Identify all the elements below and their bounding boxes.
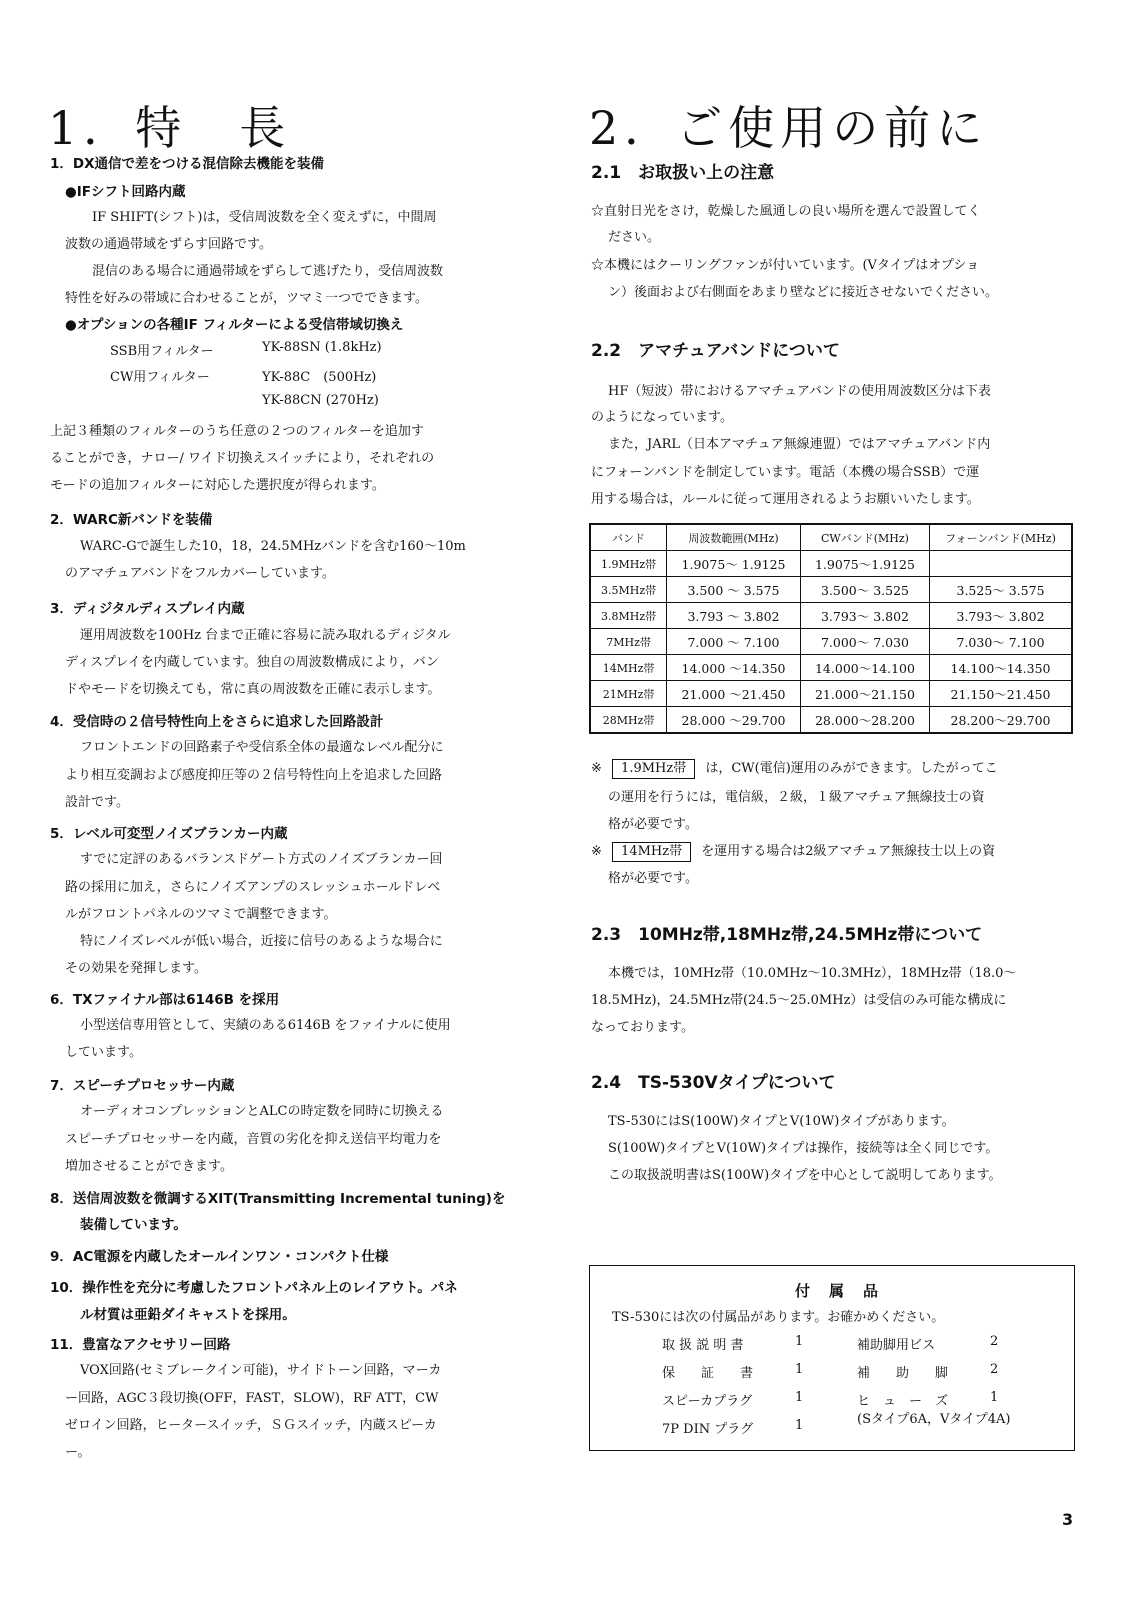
feature-2-text: のアマチュアバンドをフルカバーしています。 bbox=[65, 566, 336, 581]
note-band-box: 1.9MHz帯 bbox=[612, 759, 695, 779]
feature-5-text: 路の採用に加え，さらにノイズアンプのスレッシュホールドレベ bbox=[65, 880, 441, 895]
band-table-header: バンド bbox=[590, 524, 667, 551]
section-2-4-text: TS-530にはS(100W)タイプとV(10W)タイプがあります。 bbox=[608, 1114, 955, 1129]
accessories-intro: TS-530には次の付属品があります。お確かめください。 bbox=[612, 1310, 945, 1325]
filter-cw-value: YK-88C (500Hz) bbox=[262, 370, 377, 385]
cw-cell: 3.793～ 3.802 bbox=[800, 603, 929, 629]
section-2-4-text: S(100W)タイプとV(10W)タイプは操作，接続等は全く同じです。 bbox=[608, 1141, 999, 1156]
feature-11-heading: 11．豊富なアクセサリー回路 bbox=[50, 1337, 231, 1353]
note-text: は，CW(電信)運用のみができます。したがってこ bbox=[705, 761, 998, 776]
band-table-header-row bbox=[590, 524, 1072, 551]
phone-cell: 3.525～ 3.575 bbox=[930, 577, 1072, 603]
accessory-qty: 1 bbox=[795, 1334, 804, 1349]
feature-7-text: 増加させることができます。 bbox=[65, 1159, 233, 1174]
phone-cell: 28.200～29.700 bbox=[930, 707, 1072, 734]
section-2-3-text: なっております。 bbox=[591, 1020, 694, 1035]
cw-cell: 7.000～ 7.030 bbox=[800, 629, 929, 655]
section-title-features: 1．特 長 bbox=[48, 101, 292, 155]
accessory-name: 7P DIN プラグ bbox=[662, 1422, 754, 1437]
band-table bbox=[589, 523, 1073, 734]
section-2-2-text: 用する場合は，ルールに従って運用されるようお願いいたします。 bbox=[591, 492, 980, 507]
feature-1-text: 混信のある場合に通過帯域をずらして逃げたり，受信周波数 bbox=[92, 264, 444, 279]
cw-cell: 28.000～28.200 bbox=[800, 707, 929, 734]
table-row bbox=[590, 551, 1072, 577]
feature-4-heading: 4．受信時の２信号特性向上をさらに追求した回路設計 bbox=[50, 714, 384, 730]
phone-cell: 21.150～21.450 bbox=[930, 681, 1072, 707]
feature-3-text: 運用周波数を100Hz 台まで正確に容易に読み取れるディジタル bbox=[80, 628, 451, 643]
feature-1-heading: 1．DX通信で差をつける混信除去機能を装備 bbox=[50, 156, 325, 172]
range-cell: 14.000 ～14.350 bbox=[667, 655, 801, 681]
feature-8-heading: 8．送信周波数を微調するXIT(Transmitting Incremental tuning)を bbox=[50, 1191, 506, 1207]
section-2-4-text: この取扱説明書はS(100W)タイプを中心として説明してあります。 bbox=[608, 1168, 1002, 1183]
feature-1-bullet-filters: ●オプションの各種IF フィルターによる受信帯域切換え bbox=[65, 317, 404, 333]
feature-3-text: ドやモードを切換えても，常に真の周波数を正確に表示します。 bbox=[65, 682, 441, 697]
page-number: 3 bbox=[1062, 1510, 1074, 1529]
feature-9-heading: 9．AC電源を内蔵したオールインワン・コンパクト仕様 bbox=[50, 1249, 389, 1265]
note-mark: ※ bbox=[591, 761, 602, 776]
filter-cwn-value: YK-88CN (270Hz) bbox=[262, 393, 379, 408]
accessory-name: 保 証 書 bbox=[662, 1366, 754, 1381]
feature-3-heading: 3．ディジタルディスプレイ内蔵 bbox=[50, 601, 245, 617]
filter-cw-label: CW用フィルター bbox=[110, 370, 210, 385]
section-2-1-heading: 2.1 お取扱い上の注意 bbox=[591, 163, 775, 183]
phone-cell bbox=[930, 551, 1072, 577]
section-2-1-text: ださい。 bbox=[608, 230, 661, 245]
section-2-3-text: 18.5MHz)，24.5MHz帯(24.5～25.0MHz）は受信のみ可能な構成に bbox=[591, 993, 1007, 1008]
accessory-qty: 1 bbox=[795, 1418, 804, 1433]
section-2-2-heading: 2.2 アマチュアバンドについて bbox=[591, 341, 840, 361]
band-table-header: フォーンバンド(MHz) bbox=[930, 524, 1072, 551]
feature-1-bullet-if-shift: ●IFシフト回路内蔵 bbox=[65, 184, 186, 200]
fuse-note: (Sタイプ6A，Vタイプ4A) bbox=[857, 1412, 1011, 1427]
accessory-qty: 2 bbox=[990, 1362, 999, 1377]
range-cell: 7.000 ～ 7.100 bbox=[667, 629, 801, 655]
accessory-qty: 2 bbox=[990, 1334, 999, 1349]
feature-7-text: オーディオコンプレッションとALCの時定数を同時に切換える bbox=[80, 1104, 444, 1119]
feature-5-text: 特にノイズレベルが低い場合，近接に信号のあるような場合に bbox=[80, 934, 443, 949]
feature-6-text: しています。 bbox=[65, 1045, 142, 1060]
table-row bbox=[590, 655, 1072, 681]
band-cell: 14MHz帯 bbox=[590, 655, 667, 681]
feature-1-text: モードの追加フィルターに対応した選択度が得られます。 bbox=[50, 478, 385, 493]
note-2 bbox=[591, 840, 995, 862]
note-2-text: 格が必要です。 bbox=[608, 871, 698, 886]
feature-10-heading: 10．操作性を充分に考慮したフロントパネル上のレイアウト。パネ bbox=[50, 1280, 458, 1296]
accessory-qty: 1 bbox=[795, 1390, 804, 1405]
section-2-1-text: ☆本機にはクーリングファンが付いています。(Vタイプはオプショ bbox=[591, 258, 980, 273]
section-2-1-text: ☆直射日光をさけ，乾燥した風通しの良い場所を選んで設置してく bbox=[591, 204, 981, 219]
accessory-name: ヒ ュ ー ズ bbox=[857, 1394, 949, 1409]
feature-7-heading: 7．スピーチプロセッサー内蔵 bbox=[50, 1078, 235, 1094]
note-1-text: 格が必要です。 bbox=[608, 817, 698, 832]
band-cell: 3.8MHz帯 bbox=[590, 603, 667, 629]
range-cell: 3.500 ～ 3.575 bbox=[667, 577, 801, 603]
range-cell: 1.9075～ 1.9125 bbox=[667, 551, 801, 577]
band-cell: 28MHz帯 bbox=[590, 707, 667, 734]
feature-11-text: ー。 bbox=[65, 1445, 91, 1460]
section-2-2-text: HF（短波）帯におけるアマチュアバンドの使用周波数区分は下表 bbox=[608, 384, 991, 399]
accessory-qty: 1 bbox=[795, 1362, 804, 1377]
cw-cell: 14.000～14.100 bbox=[800, 655, 929, 681]
section-2-1-text: ン）後面および右側面をあまり壁などに接近させないでください。 bbox=[608, 285, 999, 300]
range-cell: 28.000 ～29.700 bbox=[667, 707, 801, 734]
band-table-header: CWバンド(MHz) bbox=[800, 524, 929, 551]
band-table-header: 周波数範囲(MHz) bbox=[667, 524, 801, 551]
note-band-box: 14MHz帯 bbox=[612, 842, 691, 862]
accessory-name: 取 扱 説 明 書 bbox=[662, 1338, 744, 1353]
feature-6-heading: 6．TXファイナル部は6146B を採用 bbox=[50, 992, 280, 1008]
feature-1-text: IF SHIFT(シフト)は，受信周波数を全く変えずに，中間周 bbox=[92, 210, 437, 225]
band-cell: 3.5MHz帯 bbox=[590, 577, 667, 603]
feature-11-text: ゼロイン回路，ヒータースイッチ，ＳＧスイッチ，内蔵スピーカ bbox=[65, 1418, 437, 1433]
phone-cell: 7.030～ 7.100 bbox=[930, 629, 1072, 655]
table-row bbox=[590, 629, 1072, 655]
feature-10-heading: ル材質は亜鉛ダイキャストを採用。 bbox=[80, 1307, 296, 1323]
feature-8-heading: 装備しています。 bbox=[80, 1217, 187, 1233]
section-title-before-use: 2．ご使用の前に bbox=[589, 101, 989, 155]
feature-1-text: 上記３種類のフィルターのうち任意の２つのフィルターを追加す bbox=[50, 424, 424, 439]
section-2-2-text: のようになっています。 bbox=[591, 410, 733, 425]
feature-5-text: その効果を発揮します。 bbox=[65, 961, 207, 976]
accessories-title: 付 属 品 bbox=[795, 1282, 881, 1300]
feature-6-text: 小型送信専用管として、実績のある6146B をファイナルに使用 bbox=[80, 1018, 451, 1033]
feature-5-text: すでに定評のあるバランスドゲート方式のノイズブランカー回 bbox=[80, 852, 443, 867]
range-cell: 21.000 ～21.450 bbox=[667, 681, 801, 707]
feature-4-text: 設計です。 bbox=[65, 795, 129, 810]
feature-1-text: ることができ，ナロー/ ワイド切換えスイッチにより，それぞれの bbox=[50, 451, 435, 466]
note-1-text: の運用を行うには，電信級，２級，１級アマチュア無線技士の資 bbox=[608, 790, 985, 805]
section-2-4-heading: 2.4 TS-530Vタイプについて bbox=[591, 1073, 836, 1093]
band-cell: 7MHz帯 bbox=[590, 629, 667, 655]
accessory-qty: 1 bbox=[990, 1390, 999, 1405]
accessory-name: スピーカプラグ bbox=[662, 1394, 753, 1409]
table-row bbox=[590, 577, 1072, 603]
cw-cell: 21.000～21.150 bbox=[800, 681, 929, 707]
feature-1-text: 波数の通過帯域をずらす回路です。 bbox=[65, 237, 272, 252]
phone-cell: 3.793～ 3.802 bbox=[930, 603, 1072, 629]
note-text: を運用する場合は2級アマチュア無線技士以上の資 bbox=[701, 844, 996, 859]
section-2-2-text: にフォーンバンドを制定しています。電話（本機の場合SSB）で運 bbox=[591, 465, 980, 480]
section-2-3-text: 本機では，10MHz帯（10.0MHz～10.3MHz），18MHz帯（18.0～ bbox=[608, 966, 1017, 981]
accessory-name: 補助脚用ビス bbox=[857, 1338, 936, 1353]
filter-ssb-value: YK-88SN (1.8kHz) bbox=[262, 340, 382, 355]
cw-cell: 3.500～ 3.525 bbox=[800, 577, 929, 603]
feature-1-text: 特性を好みの帯域に合わせることが，ツマミ一つでできます。 bbox=[65, 291, 428, 306]
note-1 bbox=[591, 757, 998, 779]
table-row bbox=[590, 707, 1072, 734]
table-row bbox=[590, 681, 1072, 707]
feature-7-text: スピーチプロセッサーを内蔵，音質の劣化を抑え送信平均電力を bbox=[65, 1132, 442, 1147]
section-2-2-text: また，JARL（日本アマチュア無線連盟）ではアマチュアバンド内 bbox=[608, 437, 991, 452]
band-cell: 1.9MHz帯 bbox=[590, 551, 667, 577]
table-row bbox=[590, 603, 1072, 629]
band-cell: 21MHz帯 bbox=[590, 681, 667, 707]
range-cell: 3.793 ～ 3.802 bbox=[667, 603, 801, 629]
feature-4-text: フロントエンドの回路素子や受信系全体の最適なレベル配分に bbox=[80, 740, 444, 755]
feature-4-text: より相互変調および感度抑圧等の２信号特性向上を追求した回路 bbox=[65, 768, 443, 783]
feature-5-heading: 5．レベル可変型ノイズブランカー内蔵 bbox=[50, 826, 288, 842]
feature-2-heading: 2．WARC新バンドを装備 bbox=[50, 512, 213, 528]
section-2-3-heading: 2.3 10MHz帯,18MHz帯,24.5MHz帯について bbox=[591, 925, 983, 945]
feature-2-text: WARC-Gで誕生した10，18，24.5MHzバンドを含む160～10m bbox=[80, 539, 466, 554]
feature-11-text: ー回路，AGC３段切換(OFF，FAST，SLOW)，RF ATT，CW bbox=[65, 1391, 439, 1406]
filter-ssb-label: SSB用フィルター bbox=[110, 344, 214, 359]
feature-5-text: ルがフロントパネルのツマミで調整できます。 bbox=[65, 907, 337, 922]
phone-cell: 14.100～14.350 bbox=[930, 655, 1072, 681]
feature-3-text: ディスプレイを内蔵しています。独自の周波数構成により，バン bbox=[65, 655, 439, 670]
cw-cell: 1.9075～1.9125 bbox=[800, 551, 929, 577]
feature-11-text: VOX回路(セミブレークイン可能)，サイドトーン回路，マーカ bbox=[80, 1363, 442, 1378]
accessory-name: 補 助 脚 bbox=[857, 1366, 949, 1381]
note-mark: ※ bbox=[591, 844, 602, 859]
